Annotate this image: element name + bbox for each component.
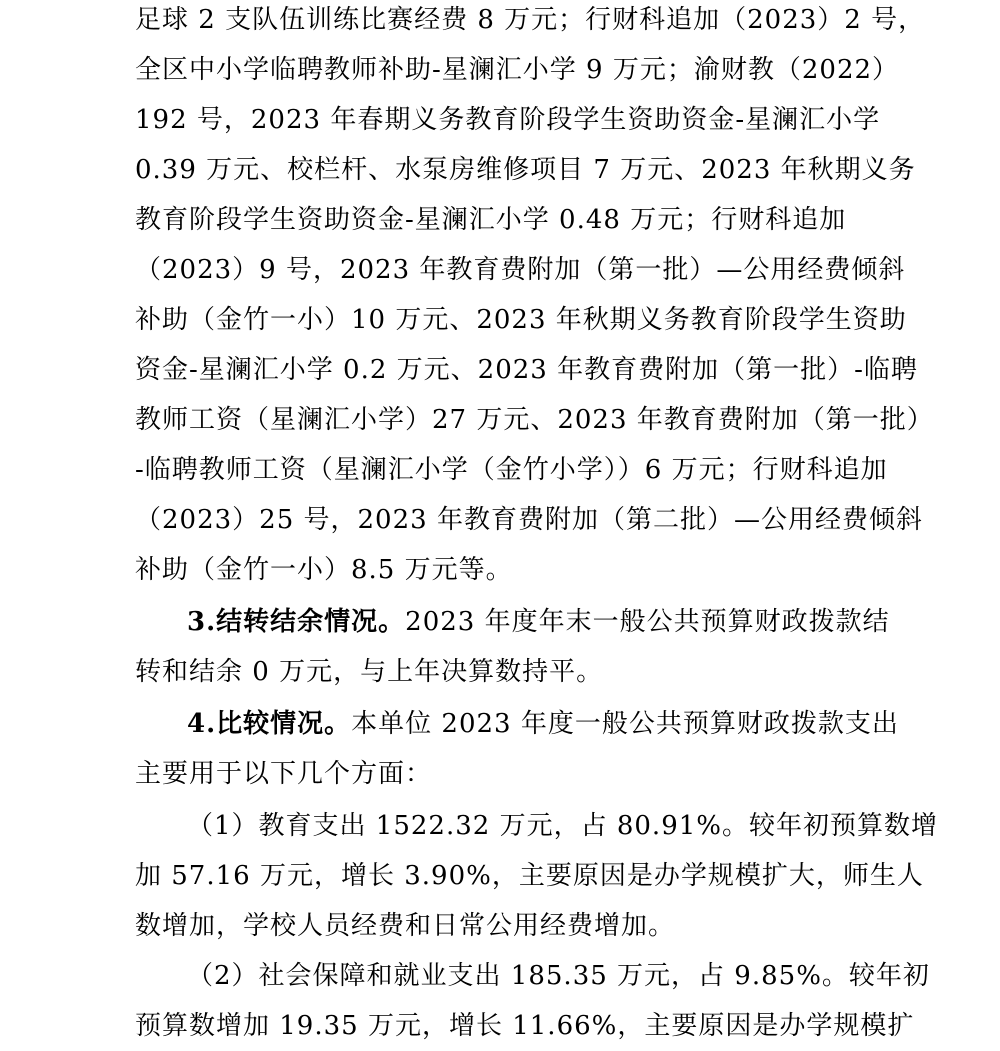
text-line: 足球 2 支队伍训练比赛经费 8 万元；行财科追加（2023）2 号， [135, 5, 926, 35]
text-line: （2023）25 号，2023 年教育费附加（第二批）—公用经费倾斜 [135, 505, 923, 535]
text-line: 0.39 万元、校栏杆、水泵房维修项目 7 万元、2023 年秋期义务 [135, 155, 916, 185]
text-line: -临聘教师工资（星澜汇小学（金竹小学））6 万元；行财科追加 [135, 455, 888, 485]
text-line: 数增加，学校人员经费和日常公用经费增加。 [135, 911, 676, 941]
text-line: 转和结余 0 万元，与上年决算数持平。 [135, 657, 604, 687]
text-line: （2）社会保障和就业支出 185.35 万元，占 9.85%。较年初 [187, 961, 930, 991]
text-line: 加 57.16 万元，增长 3.90%，主要原因是办学规模扩大，师生人 [135, 861, 924, 891]
text-line: 192 号，2023 年春期义务教育阶段学生资助资金-星澜汇小学 [135, 105, 881, 135]
section-paragraph-carryover [187, 597, 1000, 647]
text-line: 补助（金竹一小）8.5 万元等。 [135, 555, 513, 585]
text-line: 全区中小学临聘教师补助-星澜汇小学 9 万元；渝财教（2022） [135, 55, 900, 85]
text-line: 教育阶段学生资助资金-星澜汇小学 0.48 万元；行财科追加 [135, 205, 847, 235]
text-line: 主要用于以下几个方面： [135, 759, 433, 789]
text-line: 资金-星澜汇小学 0.2 万元、2023 年教育费附加（第一批）-临聘 [135, 355, 918, 385]
text-span: 2023 年度年末一般公共预算财政拨款结 [405, 607, 890, 637]
section-paragraph-comparison [187, 699, 1000, 749]
section-heading: 3.结转结余情况。 [187, 607, 406, 637]
section-heading: 4.比较情况。 [187, 709, 352, 739]
text-line: 预算数增加 19.35 万元，增长 11.66%，主要原因是办学规模扩 [135, 1011, 915, 1041]
text-line: 补助（金竹一小）10 万元、2023 年秋期义务教育阶段学生资助 [135, 305, 907, 335]
text-line: 教师工资（星澜汇小学）27 万元、2023 年教育费附加（第一批） [135, 405, 934, 435]
text-line: （1）教育支出 1522.32 万元，占 80.91%。较年初预算数增 [187, 811, 938, 841]
text-line: （2023）9 号，2023 年教育费附加（第一批）—公用经费倾斜 [135, 255, 906, 285]
text-span: 本单位 2023 年度一般公共预算财政拨款支出 [351, 709, 899, 739]
